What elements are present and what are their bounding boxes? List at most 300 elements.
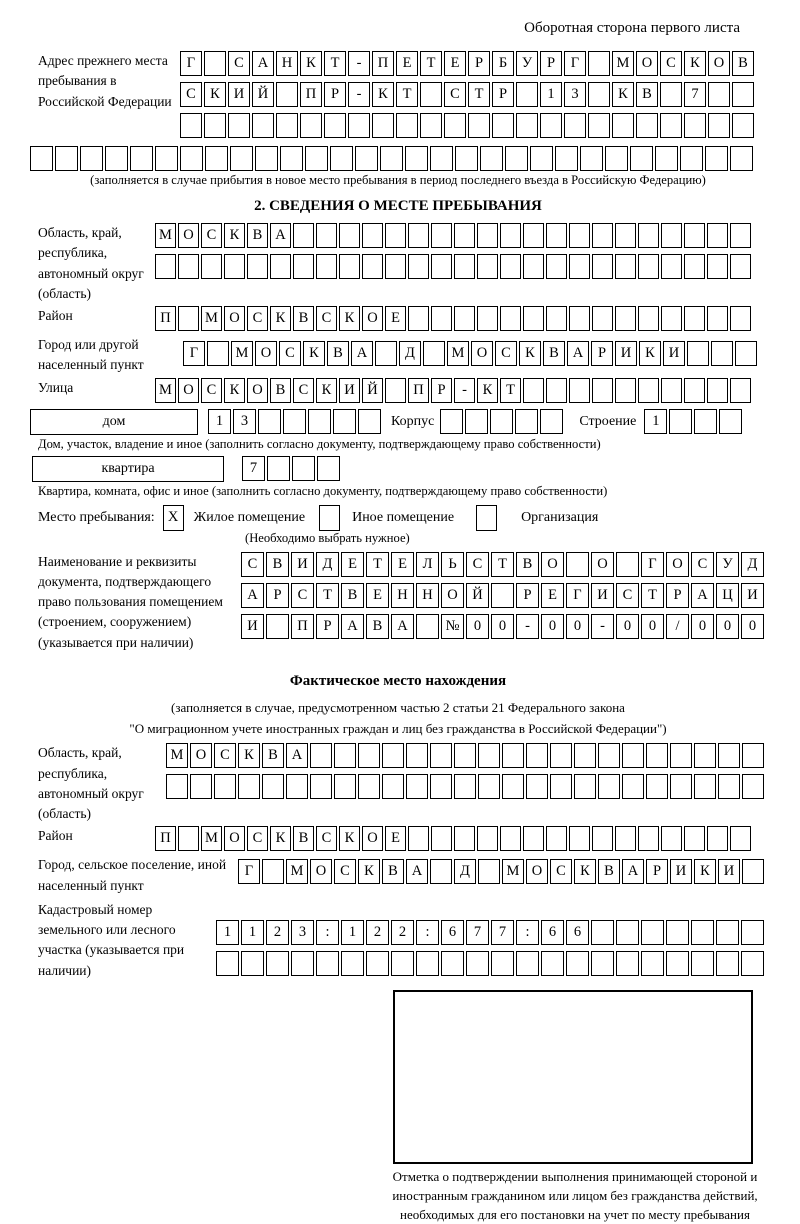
char-cell[interactable] [591, 920, 614, 945]
char-cell[interactable]: Е [396, 51, 418, 76]
char-cell[interactable] [430, 859, 452, 884]
char-cell[interactable] [591, 951, 614, 976]
char-cell[interactable]: К [684, 51, 706, 76]
char-cell[interactable]: : [316, 920, 339, 945]
char-cell[interactable]: 3 [291, 920, 314, 945]
char-cell[interactable]: Е [385, 306, 406, 331]
char-cell[interactable] [408, 826, 429, 851]
char-cell[interactable] [546, 306, 567, 331]
char-cell[interactable]: В [270, 378, 291, 403]
char-cell[interactable] [385, 254, 406, 279]
char-cell[interactable] [406, 774, 428, 799]
char-cell[interactable]: В [732, 51, 754, 76]
char-cell[interactable]: К [372, 82, 394, 107]
char-cell[interactable]: 2 [366, 920, 389, 945]
char-cell[interactable]: С [550, 859, 572, 884]
char-cell[interactable]: А [691, 583, 714, 608]
char-cell[interactable] [732, 113, 754, 138]
char-cell[interactable]: 6 [566, 920, 589, 945]
char-cell[interactable] [670, 743, 692, 768]
char-cell[interactable] [661, 223, 682, 248]
char-cell[interactable] [730, 146, 753, 171]
char-cell[interactable] [431, 306, 452, 331]
char-cell[interactable] [684, 826, 705, 851]
char-cell[interactable] [546, 826, 567, 851]
char-cell[interactable] [569, 223, 590, 248]
char-cell[interactable]: К [358, 859, 380, 884]
char-cell[interactable]: К [477, 378, 498, 403]
char-cell[interactable] [530, 146, 553, 171]
char-cell[interactable] [238, 774, 260, 799]
char-cell[interactable]: 2 [266, 920, 289, 945]
char-cell[interactable]: Е [341, 552, 364, 577]
char-cell[interactable] [523, 826, 544, 851]
char-cell[interactable]: А [622, 859, 644, 884]
char-cell[interactable] [592, 378, 613, 403]
char-cell[interactable] [408, 306, 429, 331]
char-cell[interactable] [616, 920, 639, 945]
char-cell[interactable] [598, 743, 620, 768]
char-cell[interactable] [267, 456, 290, 481]
char-cell[interactable] [382, 774, 404, 799]
char-cell[interactable] [201, 254, 222, 279]
char-cell[interactable]: 1 [540, 82, 562, 107]
char-cell[interactable] [670, 774, 692, 799]
char-cell[interactable] [574, 774, 596, 799]
char-cell[interactable]: У [716, 552, 739, 577]
char-cell[interactable] [358, 774, 380, 799]
char-cell[interactable] [348, 113, 370, 138]
char-cell[interactable] [694, 743, 716, 768]
stay-type-checkbox-other[interactable] [319, 505, 340, 531]
char-cell[interactable] [214, 774, 236, 799]
char-cell[interactable]: 0 [691, 614, 714, 639]
char-cell[interactable] [420, 82, 442, 107]
char-cell[interactable]: А [351, 341, 373, 366]
char-cell[interactable] [334, 774, 356, 799]
char-cell[interactable] [592, 826, 613, 851]
char-cell[interactable]: К [300, 51, 322, 76]
char-cell[interactable] [719, 409, 742, 434]
char-cell[interactable]: И [241, 614, 264, 639]
char-cell[interactable]: Т [491, 552, 514, 577]
char-cell[interactable] [155, 146, 178, 171]
char-cell[interactable] [684, 378, 705, 403]
char-cell[interactable] [555, 146, 578, 171]
char-cell[interactable] [55, 146, 78, 171]
char-cell[interactable] [465, 409, 488, 434]
char-cell[interactable]: О [310, 859, 332, 884]
char-cell[interactable] [523, 306, 544, 331]
char-cell[interactable] [569, 378, 590, 403]
char-cell[interactable] [500, 306, 521, 331]
char-cell[interactable] [292, 456, 315, 481]
char-cell[interactable]: Д [741, 552, 764, 577]
char-cell[interactable]: О [190, 743, 212, 768]
char-cell[interactable]: 0 [741, 614, 764, 639]
char-cell[interactable] [630, 146, 653, 171]
char-cell[interactable]: Р [468, 51, 490, 76]
char-cell[interactable] [468, 113, 490, 138]
char-cell[interactable]: И [741, 583, 764, 608]
char-cell[interactable] [691, 951, 714, 976]
char-cell[interactable] [655, 146, 678, 171]
char-cell[interactable] [490, 409, 513, 434]
char-cell[interactable] [741, 920, 764, 945]
char-cell[interactable]: П [155, 826, 176, 851]
char-cell[interactable] [730, 306, 751, 331]
char-cell[interactable] [405, 146, 428, 171]
char-cell[interactable] [454, 306, 475, 331]
char-cell[interactable]: К [224, 378, 245, 403]
char-cell[interactable] [661, 254, 682, 279]
char-cell[interactable] [687, 341, 709, 366]
char-cell[interactable]: М [612, 51, 634, 76]
char-cell[interactable]: Т [396, 82, 418, 107]
char-cell[interactable] [598, 774, 620, 799]
char-cell[interactable] [430, 774, 452, 799]
char-cell[interactable] [730, 223, 751, 248]
char-cell[interactable] [660, 113, 682, 138]
char-cell[interactable] [406, 743, 428, 768]
char-cell[interactable] [420, 113, 442, 138]
char-cell[interactable] [291, 951, 314, 976]
char-cell[interactable]: И [591, 583, 614, 608]
char-cell[interactable] [616, 552, 639, 577]
char-cell[interactable]: Р [266, 583, 289, 608]
char-cell[interactable]: И [291, 552, 314, 577]
char-cell[interactable]: 3 [564, 82, 586, 107]
char-cell[interactable]: Е [444, 51, 466, 76]
char-cell[interactable] [661, 306, 682, 331]
char-cell[interactable]: С [201, 378, 222, 403]
char-cell[interactable] [180, 146, 203, 171]
char-cell[interactable] [605, 146, 628, 171]
char-cell[interactable] [660, 82, 682, 107]
char-cell[interactable] [454, 774, 476, 799]
char-cell[interactable]: 0 [616, 614, 639, 639]
char-cell[interactable] [230, 146, 253, 171]
char-cell[interactable]: О [471, 341, 493, 366]
char-cell[interactable] [366, 951, 389, 976]
char-cell[interactable] [316, 223, 337, 248]
char-cell[interactable]: Г [641, 552, 664, 577]
char-cell[interactable] [454, 743, 476, 768]
char-cell[interactable] [716, 920, 739, 945]
char-cell[interactable]: Г [566, 583, 589, 608]
char-cell[interactable]: А [252, 51, 274, 76]
char-cell[interactable]: Т [500, 378, 521, 403]
char-cell[interactable]: Й [362, 378, 383, 403]
char-cell[interactable] [638, 306, 659, 331]
char-cell[interactable] [280, 146, 303, 171]
char-cell[interactable] [454, 223, 475, 248]
char-cell[interactable] [592, 306, 613, 331]
char-cell[interactable] [526, 774, 548, 799]
char-cell[interactable]: О [362, 306, 383, 331]
char-cell[interactable] [546, 254, 567, 279]
char-cell[interactable]: В [341, 583, 364, 608]
char-cell[interactable] [416, 614, 439, 639]
char-cell[interactable] [661, 378, 682, 403]
char-cell[interactable]: С [316, 306, 337, 331]
char-cell[interactable]: О [441, 583, 464, 608]
char-cell[interactable] [526, 743, 548, 768]
char-cell[interactable] [180, 113, 202, 138]
char-cell[interactable] [308, 409, 331, 434]
char-cell[interactable]: В [382, 859, 404, 884]
char-cell[interactable] [500, 223, 521, 248]
char-cell[interactable]: О [224, 826, 245, 851]
char-cell[interactable]: - [591, 614, 614, 639]
char-cell[interactable] [255, 146, 278, 171]
char-cell[interactable]: С [247, 306, 268, 331]
char-cell[interactable] [622, 774, 644, 799]
char-cell[interactable]: Р [324, 82, 346, 107]
char-cell[interactable] [500, 826, 521, 851]
char-cell[interactable] [741, 951, 764, 976]
char-cell[interactable] [622, 743, 644, 768]
char-cell[interactable] [293, 223, 314, 248]
char-cell[interactable] [375, 341, 397, 366]
char-cell[interactable] [491, 583, 514, 608]
char-cell[interactable] [569, 306, 590, 331]
char-cell[interactable]: Е [366, 583, 389, 608]
char-cell[interactable]: М [201, 306, 222, 331]
char-cell[interactable] [742, 774, 764, 799]
char-cell[interactable] [694, 774, 716, 799]
char-cell[interactable] [324, 113, 346, 138]
char-cell[interactable]: М [447, 341, 469, 366]
char-cell[interactable]: - [454, 378, 475, 403]
char-cell[interactable] [684, 113, 706, 138]
char-cell[interactable]: Г [238, 859, 260, 884]
char-cell[interactable] [566, 951, 589, 976]
char-cell[interactable]: Р [516, 583, 539, 608]
char-cell[interactable] [730, 826, 751, 851]
char-cell[interactable] [316, 254, 337, 279]
char-cell[interactable] [588, 82, 610, 107]
char-cell[interactable]: А [341, 614, 364, 639]
char-cell[interactable] [684, 223, 705, 248]
char-cell[interactable] [707, 826, 728, 851]
char-cell[interactable]: Е [541, 583, 564, 608]
char-cell[interactable]: Р [431, 378, 452, 403]
char-cell[interactable]: В [262, 743, 284, 768]
char-cell[interactable]: 1 [208, 409, 231, 434]
char-cell[interactable]: 6 [541, 920, 564, 945]
char-cell[interactable]: С [279, 341, 301, 366]
char-cell[interactable]: В [636, 82, 658, 107]
char-cell[interactable]: П [155, 306, 176, 331]
char-cell[interactable]: М [155, 223, 176, 248]
char-cell[interactable]: Й [252, 82, 274, 107]
char-cell[interactable]: К [694, 859, 716, 884]
char-cell[interactable] [305, 146, 328, 171]
char-cell[interactable]: : [516, 920, 539, 945]
char-cell[interactable] [638, 254, 659, 279]
char-cell[interactable]: С [214, 743, 236, 768]
char-cell[interactable] [502, 743, 524, 768]
char-cell[interactable] [641, 951, 664, 976]
char-cell[interactable]: Р [316, 614, 339, 639]
char-cell[interactable]: К [339, 826, 360, 851]
char-cell[interactable] [333, 409, 356, 434]
char-cell[interactable]: Р [591, 341, 613, 366]
char-cell[interactable]: С [247, 826, 268, 851]
char-cell[interactable]: С [495, 341, 517, 366]
char-cell[interactable] [546, 378, 567, 403]
char-cell[interactable]: С [201, 223, 222, 248]
char-cell[interactable]: О [362, 826, 383, 851]
char-cell[interactable] [385, 378, 406, 403]
char-cell[interactable]: М [155, 378, 176, 403]
char-cell[interactable] [293, 254, 314, 279]
char-cell[interactable] [341, 951, 364, 976]
char-cell[interactable] [241, 951, 264, 976]
char-cell[interactable] [372, 113, 394, 138]
char-cell[interactable] [732, 82, 754, 107]
char-cell[interactable] [505, 146, 528, 171]
char-cell[interactable]: О [708, 51, 730, 76]
char-cell[interactable]: В [293, 306, 314, 331]
char-cell[interactable]: 2 [391, 920, 414, 945]
char-cell[interactable] [707, 378, 728, 403]
char-cell[interactable] [516, 82, 538, 107]
char-cell[interactable]: А [286, 743, 308, 768]
char-cell[interactable] [228, 113, 250, 138]
char-cell[interactable]: Т [420, 51, 442, 76]
char-cell[interactable]: М [231, 341, 253, 366]
char-cell[interactable] [441, 951, 464, 976]
char-cell[interactable] [316, 951, 339, 976]
char-cell[interactable]: С [691, 552, 714, 577]
char-cell[interactable] [735, 341, 757, 366]
char-cell[interactable] [430, 146, 453, 171]
char-cell[interactable]: 1 [241, 920, 264, 945]
char-cell[interactable] [616, 951, 639, 976]
char-cell[interactable]: С [466, 552, 489, 577]
char-cell[interactable]: С [241, 552, 264, 577]
char-cell[interactable]: - [348, 82, 370, 107]
char-cell[interactable]: Д [399, 341, 421, 366]
char-cell[interactable] [566, 552, 589, 577]
char-cell[interactable]: Ц [716, 583, 739, 608]
char-cell[interactable]: Е [391, 552, 414, 577]
char-cell[interactable] [615, 223, 636, 248]
char-cell[interactable]: Н [416, 583, 439, 608]
char-cell[interactable]: А [270, 223, 291, 248]
char-cell[interactable]: А [567, 341, 589, 366]
char-cell[interactable] [105, 146, 128, 171]
char-cell[interactable]: В [516, 552, 539, 577]
char-cell[interactable]: 0 [466, 614, 489, 639]
char-cell[interactable]: Т [316, 583, 339, 608]
char-cell[interactable] [262, 859, 284, 884]
char-cell[interactable] [492, 113, 514, 138]
char-cell[interactable] [638, 223, 659, 248]
char-cell[interactable]: В [366, 614, 389, 639]
char-cell[interactable] [718, 743, 740, 768]
char-cell[interactable] [266, 951, 289, 976]
char-cell[interactable]: С [291, 583, 314, 608]
char-cell[interactable]: А [391, 614, 414, 639]
char-cell[interactable] [666, 920, 689, 945]
char-cell[interactable] [491, 951, 514, 976]
char-cell[interactable] [708, 113, 730, 138]
char-cell[interactable] [266, 614, 289, 639]
stay-type-checkbox-organization[interactable] [476, 505, 497, 531]
char-cell[interactable] [478, 859, 500, 884]
char-cell[interactable]: А [406, 859, 428, 884]
char-cell[interactable]: О [224, 306, 245, 331]
char-cell[interactable] [636, 113, 658, 138]
char-cell[interactable]: О [591, 552, 614, 577]
char-cell[interactable] [396, 113, 418, 138]
char-cell[interactable]: Г [183, 341, 205, 366]
char-cell[interactable] [588, 113, 610, 138]
char-cell[interactable] [646, 743, 668, 768]
char-cell[interactable] [540, 409, 563, 434]
char-cell[interactable] [252, 113, 274, 138]
char-cell[interactable] [615, 306, 636, 331]
char-cell[interactable] [216, 951, 239, 976]
char-cell[interactable] [270, 254, 291, 279]
char-cell[interactable] [317, 456, 340, 481]
char-cell[interactable]: Н [276, 51, 298, 76]
char-cell[interactable]: В [327, 341, 349, 366]
char-cell[interactable] [466, 951, 489, 976]
char-cell[interactable]: Д [316, 552, 339, 577]
char-cell[interactable] [574, 743, 596, 768]
char-cell[interactable]: И [339, 378, 360, 403]
char-cell[interactable]: И [663, 341, 685, 366]
char-cell[interactable] [380, 146, 403, 171]
char-cell[interactable] [730, 254, 751, 279]
char-cell[interactable]: П [291, 614, 314, 639]
char-cell[interactable]: О [541, 552, 564, 577]
char-cell[interactable] [523, 254, 544, 279]
char-cell[interactable]: В [266, 552, 289, 577]
char-cell[interactable]: М [166, 743, 188, 768]
char-cell[interactable] [502, 774, 524, 799]
char-cell[interactable] [684, 254, 705, 279]
char-cell[interactable]: К [574, 859, 596, 884]
char-cell[interactable]: И [718, 859, 740, 884]
char-cell[interactable]: С [334, 859, 356, 884]
char-cell[interactable]: Р [492, 82, 514, 107]
char-cell[interactable] [516, 113, 538, 138]
char-cell[interactable]: Т [641, 583, 664, 608]
char-cell[interactable]: П [408, 378, 429, 403]
char-cell[interactable]: С [444, 82, 466, 107]
char-cell[interactable] [155, 254, 176, 279]
char-cell[interactable]: Р [540, 51, 562, 76]
char-cell[interactable]: Д [454, 859, 476, 884]
char-cell[interactable] [454, 826, 475, 851]
char-cell[interactable]: К [270, 826, 291, 851]
char-cell[interactable] [612, 113, 634, 138]
char-cell[interactable] [705, 146, 728, 171]
char-cell[interactable]: О [636, 51, 658, 76]
char-cell[interactable]: 1 [216, 920, 239, 945]
char-cell[interactable]: 6 [441, 920, 464, 945]
char-cell[interactable] [680, 146, 703, 171]
char-cell[interactable] [480, 146, 503, 171]
char-cell[interactable] [310, 743, 332, 768]
char-cell[interactable] [477, 306, 498, 331]
char-cell[interactable]: С [660, 51, 682, 76]
